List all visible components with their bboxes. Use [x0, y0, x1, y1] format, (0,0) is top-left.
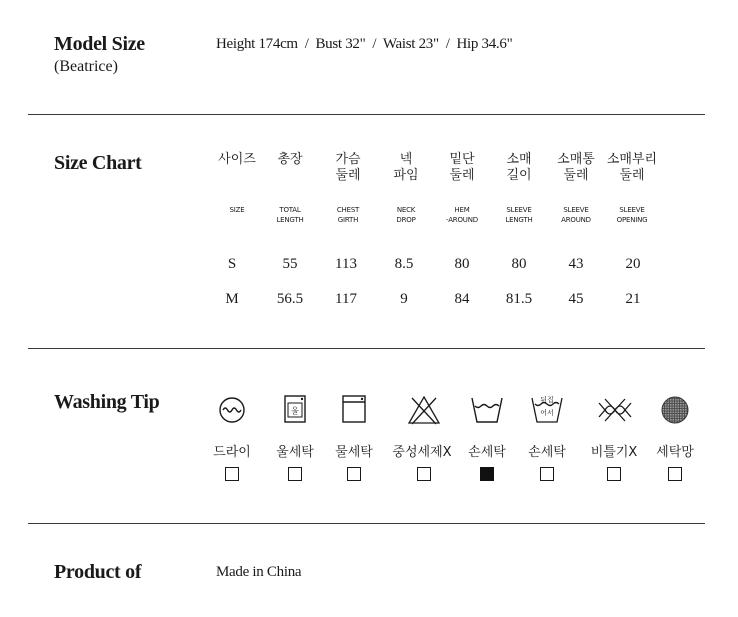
checkbox-dry-clean[interactable]	[225, 467, 239, 481]
washing-label-dry-clean: 드라이	[213, 445, 251, 460]
col-header-en-hem-around: HEM -AROUND	[446, 206, 478, 224]
size-chart-heading: Size Chart	[54, 152, 142, 174]
col-header-kr-chest-girth: 가슴 둘레	[335, 152, 361, 183]
washing-label-no-detergent: 중성세제X	[392, 445, 452, 460]
model-measurements: Height 174cm / Bust 32" / Waist 23" / Hip 34.6"	[216, 36, 513, 52]
cell-hem-around: 80	[454, 256, 470, 272]
product-of-heading: Product of	[54, 561, 142, 583]
washing-label-hand-wash: 손세탁	[468, 445, 506, 460]
laundry-net-icon	[655, 394, 695, 426]
col-header-kr-neck-drop: 넥 파임	[393, 152, 419, 183]
no-bleach-icon	[404, 394, 444, 426]
cell-neck-drop: 8.5	[394, 256, 414, 272]
col-header-en-sleeve-length: SLEEVE LENGTH	[505, 206, 533, 224]
svg-text:울: 울	[291, 406, 299, 416]
product-origin: Made in China	[216, 564, 302, 580]
col-header-en-neck-drop: NECK DROP	[396, 206, 416, 224]
cell-size: M	[225, 291, 239, 307]
col-header-kr-sleeve-around: 소매통 둘레	[557, 152, 595, 183]
col-header-en-total-length: TOTAL LENGTH	[276, 206, 304, 224]
col-header-kr-hem-around: 밑단 둘레	[449, 152, 475, 183]
col-header-kr-size: 사이즈	[218, 152, 256, 167]
cell-total-length: 55	[282, 256, 298, 272]
col-header-en-chest-girth: CHEST GIRTH	[336, 206, 360, 224]
cell-sleeve-opening: 20	[625, 256, 641, 272]
cell-chest-girth: 117	[335, 291, 357, 307]
wool-wash-icon	[275, 394, 315, 426]
cell-sleeve-length: 81.5	[505, 291, 533, 307]
col-header-en-sleeve-opening: SLEEVE OPENING	[616, 206, 648, 224]
cell-sleeve-around: 43	[568, 256, 584, 272]
washing-label-water-wash: 물세탁	[335, 445, 373, 460]
checkbox-laundry-net[interactable]	[668, 467, 682, 481]
cell-total-length: 56.5	[276, 291, 304, 307]
hand-wash-inside-out-icon	[527, 394, 567, 426]
svg-text:뒤집: 뒤집	[540, 396, 554, 404]
col-header-en-size: SIZE	[229, 206, 245, 214]
checkbox-wool-wash[interactable]	[288, 467, 302, 481]
divider-2	[28, 348, 705, 349]
cell-chest-girth: 113	[335, 256, 357, 272]
col-header-kr-sleeve-opening: 소매부리 둘레	[606, 152, 658, 183]
cell-size: S	[227, 256, 237, 272]
col-header-kr-total-length: 총장	[277, 152, 303, 167]
washing-label-hand-wash-2: 손세탁	[528, 445, 566, 460]
water-wash-icon	[334, 394, 374, 426]
dry-clean-icon	[212, 394, 252, 426]
washing-tip-heading: Washing Tip	[54, 391, 160, 413]
checkbox-no-detergent[interactable]	[417, 467, 431, 481]
cell-sleeve-length: 80	[511, 256, 527, 272]
cell-sleeve-opening: 21	[625, 291, 641, 307]
cell-neck-drop: 9	[400, 291, 408, 307]
svg-text:어서: 어서	[540, 409, 554, 417]
washing-label-no-wring: 비틀기X	[590, 445, 638, 460]
checkbox-hand-wash-2[interactable]	[540, 467, 554, 481]
checkbox-hand-wash[interactable]	[480, 467, 494, 481]
no-wring-icon	[595, 394, 635, 426]
cell-sleeve-around: 45	[568, 291, 584, 307]
checkbox-no-wring[interactable]	[607, 467, 621, 481]
col-header-en-sleeve-around: SLEEVE AROUND	[561, 206, 591, 224]
washing-label-wool-wash: 울세탁	[276, 445, 314, 460]
model-name: (Beatrice)	[54, 58, 118, 75]
model-size-heading: Model Size	[54, 33, 145, 55]
divider-3	[28, 523, 705, 524]
col-header-kr-sleeve-length: 소매 길이	[506, 152, 532, 183]
cell-hem-around: 84	[454, 291, 470, 307]
hand-wash-icon	[467, 394, 507, 426]
checkbox-water-wash[interactable]	[347, 467, 361, 481]
washing-label-laundry-net: 세탁망	[656, 445, 694, 460]
divider-1	[28, 114, 705, 115]
